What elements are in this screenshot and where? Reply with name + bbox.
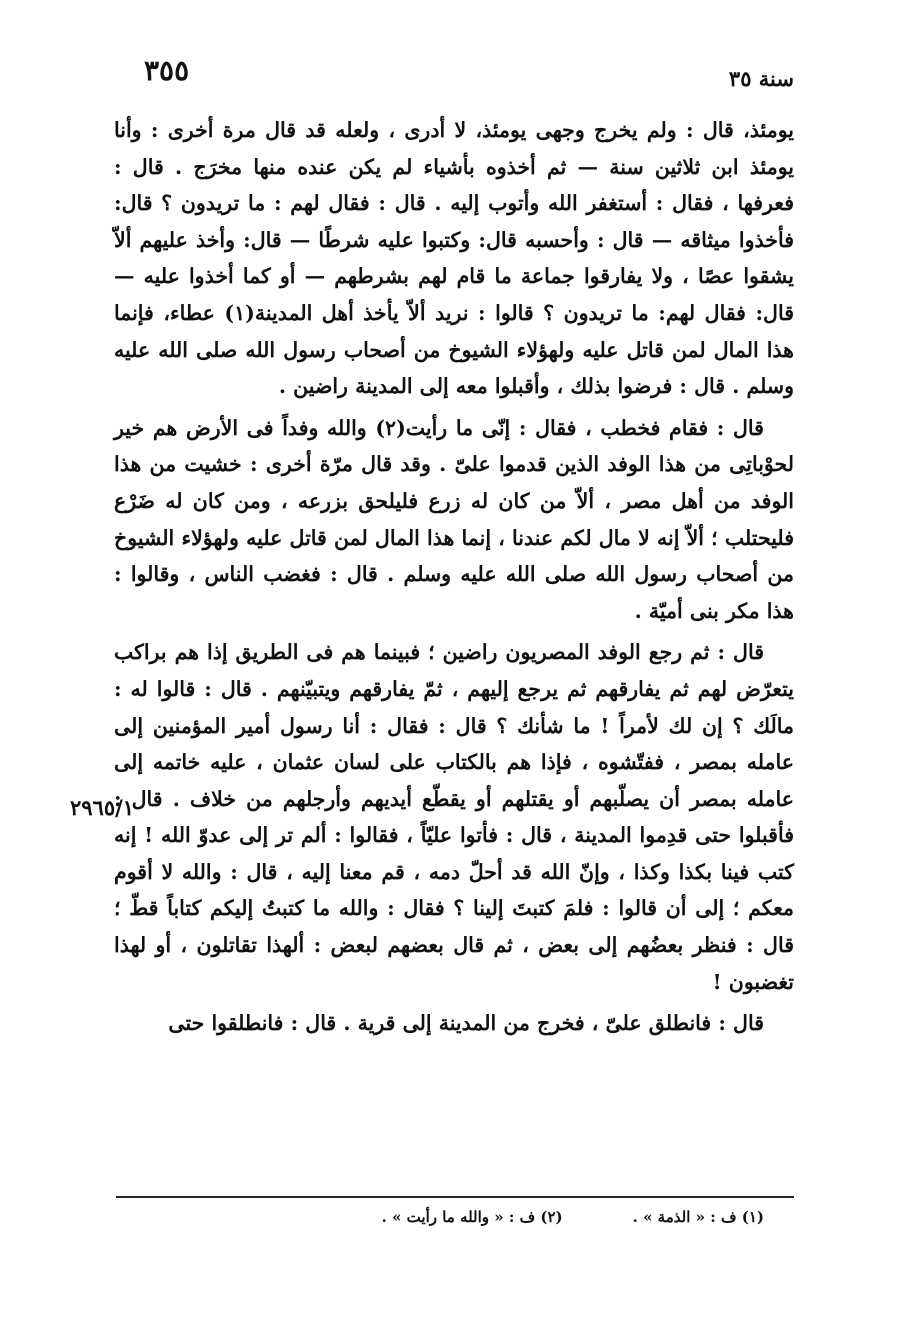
running-head: سنة ٣٥ [728,66,794,91]
body-text [114,112,794,1047]
page-number: ٣٥٥ [144,54,190,87]
footnote-rule [116,1196,794,1198]
paragraph: قال : فانطلق علىّ ، فخرج من المدينة إلى قرية . قال : فانطلقوا حتى [168,1011,764,1036]
paragraph: قال : ثم رجع الوفد المصريون راضين ؛ فبينما هم فى الطريق إذا هم براكب يتعرّض لهم ثم يفارقهم ثم يرجع إليهم ، ثمّ يفارقهم ويتبيّنهم . قال : قالوا له : مالَك ؟ إن لك لأمراً ! ما شأنك ؟ قال : فقال : أنا رسول أمير المؤمنين إلى عامله بمصر ، ففتّشوه ، فإذا هم بالكتاب على لسان عثمان ، عليه خاتمه إلى عامله بمصر أن يصلّبهم أو يقتلهم أو يقطّع أيديهم وأرجلهم من خلاف . قال : فأقبلوا حتى قدِموا المدينة ، قال : فأتوا عليّاً ، فقالوا : ألم تر إلى عدوّ الله ! إنه كتب فينا بكذا وكذا ، وإنّ الله قد أحلّ دمه ، قم معنا إليه ، قال : والله لا أقوم معكم ؛ إلى أن قالوا : فلمَ كتبتَ إلينا ؟ فقال : والله ما كتبتُ إليكم كتاباً قطّ ؛ قال : فنظر بعضُهم إلى بعض ، ثم قال بعضهم لبعض : ألهذا تقاتلون ، أو لهذا تغضبون ! [114,640,794,994]
paragraph: يومئذ، قال : ولم يخرج وجهى يومئذ، لا أدرى ، ولعله قد قال مرة أخرى : وأنا يومئذ ابن ثلاثين سنة — ثم أخذوه بأشياء لم يكن عنده منها مخرَج . قال : فعرفها ، فقال : أستغفر الله وأتوب إليه . قال : فقال لهم : ما تريدون ؟ قال: فأخذوا ميثاقه — قال : وأحسبه قال: وكتبوا عليه شرطًا — قال: وأخذ عليهم ألاّ يشقوا عصًا ، ولا يفارقوا جماعة ما قام لهم بشرطهم — أو كما أخذوا عليه — قال: فقال لهم: ما تريدون ؟ قالوا : نريد ألاّ يأخذ أهل المدينة(١) عطاء، فإنما هذا المال لمن قاتل عليه ولهؤلاء الشيوخ من أصحاب رسول الله صلى الله عليه وسلم . قال : فرضوا بذلك ، وأقبلوا معه إلى المدينة راضين . [114,118,794,399]
paragraph: قال : فقام فخطب ، فقال : إنّى ما رأيت(٢) والله وفداً فى الأرض هم خير لحوْباتِى من هذا الوفد الذين قدموا علىّ . وقد قال مرّة أخرى : خشيت من هذا الوفد من أهل مصر ، ألاّ من كان له زرع فليلحق بزرعه ، ومن كان له ضَرْع فليحتلب ؛ ألاّ إنه لا مال لكم عندنا ، إنما هذا المال لمن قاتل عليه ولهؤلاء الشيوخ من أصحاب رسول الله صلى الله عليه وسلم . قال : فغضب الناس ، وقالوا : هذا مكر بنى أميّة . [114,415,794,623]
footnotes [144,1208,764,1226]
footnote: (١) ف : « الذمة » . [632,1208,764,1226]
page-header [130,52,794,102]
margin-reference: ٢٩٦٥/١ [70,795,135,820]
footnote: (٢) ف : « والله ما رأيت » . [381,1208,563,1226]
